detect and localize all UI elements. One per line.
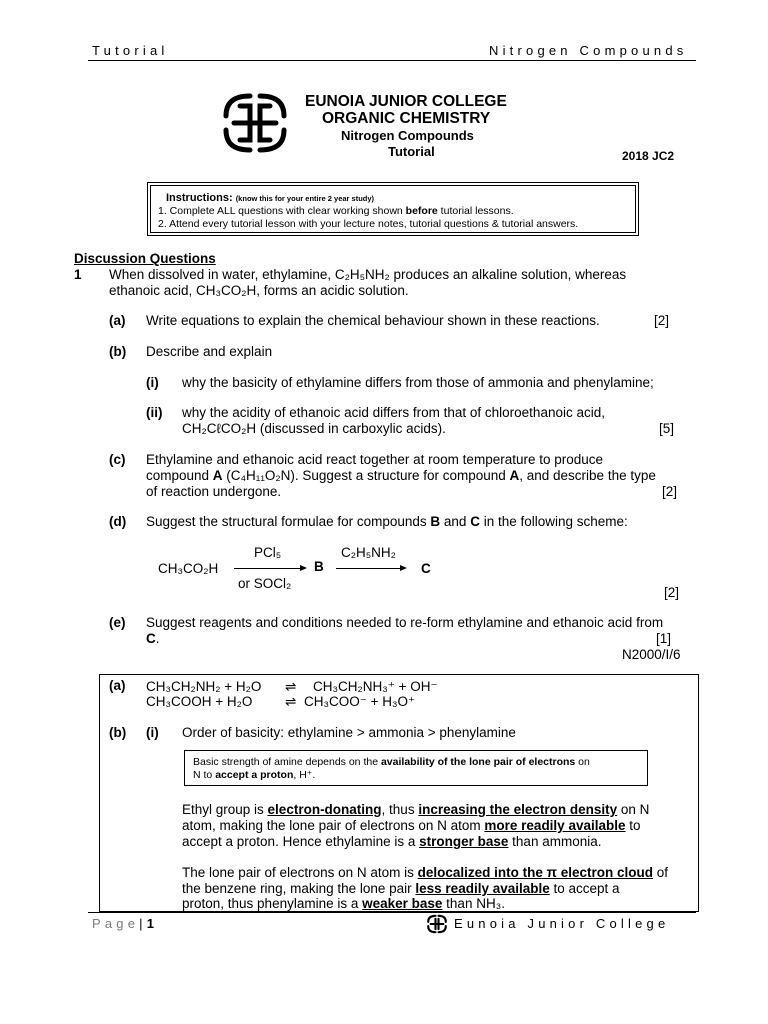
instruction-1-bold: before bbox=[405, 205, 438, 217]
answer-a-label: (a) bbox=[109, 678, 126, 693]
question-source: N2000/I/6 bbox=[622, 647, 681, 662]
part-d-and: and bbox=[440, 514, 471, 529]
instructions-label: Instructions: bbox=[166, 192, 233, 204]
answer-p1-line-1 bbox=[182, 802, 649, 818]
discussion-heading: Discussion Questions bbox=[74, 251, 216, 266]
answer-p1-line-2 bbox=[182, 818, 641, 834]
answer-eq-1-arrow: ⇌ bbox=[285, 679, 297, 694]
scheme-arrowhead-1 bbox=[300, 565, 307, 571]
part-e-marks: [1] bbox=[656, 631, 672, 646]
compound-c-ref: C bbox=[470, 514, 480, 529]
answer-bi-label: (i) bbox=[146, 725, 159, 740]
footer-logo bbox=[426, 914, 448, 934]
p2-l2-pre: the benzene ring, making the lone pair bbox=[182, 881, 416, 896]
part-e-dot: . bbox=[155, 631, 160, 646]
part-b-text: Describe and explain bbox=[146, 344, 273, 359]
scheme-arrow-1 bbox=[234, 568, 302, 569]
note-line-2-pre: N to bbox=[193, 769, 216, 781]
part-d-pre: Suggest the structural formulae for compounds bbox=[146, 514, 431, 529]
compound-a-ref-1: A bbox=[212, 468, 223, 483]
answer-eq-1-left: CH₃CH₂NH₂ + H₂O bbox=[146, 679, 262, 694]
p2-l3-post: than NH₃. bbox=[442, 896, 505, 911]
footer-page-number: 1 bbox=[146, 916, 159, 931]
p2-l3-bold: weaker base bbox=[362, 896, 443, 911]
answer-note-line-1 bbox=[193, 756, 590, 768]
answer-p2-line-2 bbox=[182, 881, 620, 897]
part-e-line-1: Suggest reagents and conditions needed to re-form ethylamine and ethanoic acid from bbox=[146, 615, 664, 630]
answer-note-line-2 bbox=[193, 769, 315, 781]
answer-b-label: (b) bbox=[109, 725, 127, 740]
scheme-arrow-2 bbox=[336, 568, 402, 569]
part-bii-line-1: why the acidity of ethanoic acid differs from that of chloroethanoic acid, bbox=[182, 405, 605, 420]
scheme-compound-b: B bbox=[314, 559, 324, 574]
part-e-line-2 bbox=[146, 631, 160, 647]
college-logo bbox=[220, 90, 290, 156]
part-e-compound-c: C bbox=[146, 631, 156, 646]
p2-l1-post: of bbox=[653, 865, 669, 880]
scheme-reagent-2-top: C₂H₅NH₂ bbox=[341, 545, 396, 560]
p1-l1-mid: , thus bbox=[381, 802, 419, 817]
part-c-line-3: of reaction undergone. bbox=[146, 484, 282, 499]
part-a-text: Write equations to explain the chemical behaviour shown in these reactions. bbox=[146, 313, 600, 328]
question-intro-line-1: When dissolved in water, ethylamine, C₂H₅NH₂ produces an alkaline solution, whereas bbox=[109, 267, 627, 282]
p1-l1-post: on N bbox=[617, 802, 650, 817]
p2-l2-bold: less readily available bbox=[415, 881, 550, 896]
part-c-label: (c) bbox=[109, 452, 126, 467]
part-d-marks: [2] bbox=[664, 585, 680, 600]
note-mid: on bbox=[575, 756, 590, 768]
subject-title: ORGANIC CHEMISTRY bbox=[322, 110, 491, 127]
note-pre: Basic strength of amine depends on the bbox=[193, 756, 381, 768]
footer-rule bbox=[88, 912, 696, 913]
instruction-1-post: tutorial lessons. bbox=[437, 205, 514, 217]
answer-p1-line-3 bbox=[182, 834, 601, 850]
p2-l2-post: to accept a bbox=[549, 881, 620, 896]
part-d-text bbox=[146, 514, 628, 530]
instruction-item-1 bbox=[158, 205, 514, 217]
college-name: EUNOIA JUNIOR COLLEGE bbox=[305, 93, 507, 110]
compound-b-ref: B bbox=[430, 514, 441, 529]
p2-l1-bold: delocalized into the π electron cloud bbox=[417, 865, 653, 880]
part-d-label: (d) bbox=[109, 514, 127, 529]
answer-eq-2-left: CH₃COOH + H₂O bbox=[146, 694, 253, 709]
p2-l3-pre: proton, thus phenylamine is a bbox=[182, 896, 363, 911]
question-intro-line-2: ethanoic acid, CH₃CO₂H, forms an acidic solution. bbox=[109, 283, 409, 298]
scheme-start: CH₃CO₂H bbox=[158, 561, 219, 576]
part-c-line-2-pre: compound bbox=[146, 468, 213, 483]
scheme-compound-c: C bbox=[421, 561, 431, 576]
question-number: 1 bbox=[74, 267, 82, 282]
p1-l3-pre: accept a proton. Hence ethylamine is a bbox=[182, 834, 420, 849]
part-e-label: (e) bbox=[109, 615, 126, 630]
p1-l2-bold: more readily available bbox=[484, 818, 626, 833]
note-bold: availability of the lone pair of electrons bbox=[380, 756, 576, 768]
scheme-arrowhead-2 bbox=[400, 565, 407, 571]
p1-l1-bold-1: electron-donating bbox=[267, 802, 382, 817]
answer-eq-2-right: CH₃COO⁻ + H₃O⁺ bbox=[304, 694, 416, 709]
answer-basicity-order: Order of basicity: ethylamine > ammonia > phenylamine bbox=[182, 725, 516, 740]
p1-l3-post: than ammonia. bbox=[508, 834, 602, 849]
part-bii-label: (ii) bbox=[146, 405, 163, 420]
header-right: Nitrogen Compounds bbox=[489, 43, 688, 58]
p1-l1-bold-2: increasing the electron density bbox=[418, 802, 618, 817]
part-bi-label: (i) bbox=[146, 375, 159, 390]
scheme-reagent-1-top: PCl₅ bbox=[254, 545, 282, 560]
compound-a-ref-2: A bbox=[509, 468, 520, 483]
year-label: 2018 JC2 bbox=[622, 149, 675, 163]
answer-eq-1-right: CH₃CH₂NH₃⁺ + OH⁻ bbox=[313, 679, 438, 694]
note-line-2-bold: accept a proton bbox=[215, 769, 294, 781]
part-c-line-2-mid: (C₄H₁₁O₂N). Suggest a structure for compound bbox=[222, 468, 510, 483]
topic-title: Nitrogen Compounds bbox=[341, 128, 474, 143]
footer-page bbox=[92, 916, 158, 931]
p2-l1-pre: The lone pair of electrons on N atom is bbox=[182, 865, 418, 880]
part-c-line-1: Ethylamine and ethanoic acid react together at room temperature to produce bbox=[146, 452, 604, 467]
answer-eq-2-arrow: ⇌ bbox=[285, 694, 297, 709]
part-b-label: (b) bbox=[109, 344, 127, 359]
header-left: Tutorial bbox=[92, 43, 169, 58]
part-a-marks: [2] bbox=[654, 313, 670, 328]
p1-l2-post: to bbox=[625, 818, 641, 833]
part-c-marks: [2] bbox=[662, 484, 678, 499]
p1-l3-bold: stronger base bbox=[419, 834, 509, 849]
instruction-1-text: 1. Complete ALL questions with clear working shown bbox=[158, 205, 406, 217]
part-a-label: (a) bbox=[109, 313, 126, 328]
answer-p2-line-1 bbox=[182, 865, 668, 881]
part-d-post: in the following scheme: bbox=[479, 514, 628, 529]
note-line-2-post: , H⁺. bbox=[293, 769, 316, 781]
scheme-reagent-1-bottom: or SOCl₂ bbox=[238, 576, 292, 591]
answer-p2-line-3 bbox=[182, 896, 505, 912]
type-title: Tutorial bbox=[388, 144, 435, 159]
footer-page-label: Page bbox=[92, 916, 140, 931]
instruction-item-2: 2. Attend every tutorial lesson with your lecture notes, tutorial questions & tutorial answers. bbox=[158, 218, 579, 230]
footer-page-separator: | bbox=[139, 916, 147, 931]
part-b-marks: [5] bbox=[659, 421, 675, 436]
instructions-note: (know this for your entire 2 year study) bbox=[235, 194, 375, 203]
part-c-line-2 bbox=[146, 468, 656, 484]
part-bi-text: why the basicity of ethylamine differs from those of ammonia and phenylamine; bbox=[182, 375, 654, 390]
part-bii-line-2: CH₂CℓCO₂H (discussed in carboxylic acids). bbox=[182, 421, 446, 436]
instructions-heading bbox=[166, 192, 374, 204]
part-c-line-2-post: , and describe the type bbox=[519, 468, 656, 483]
p1-l1-pre: Ethyl group is bbox=[182, 802, 268, 817]
p1-l2-pre: atom, making the lone pair of electrons on N atom bbox=[182, 818, 485, 833]
header-rule bbox=[88, 60, 696, 61]
footer-college: Eunoia Junior College bbox=[454, 916, 670, 931]
